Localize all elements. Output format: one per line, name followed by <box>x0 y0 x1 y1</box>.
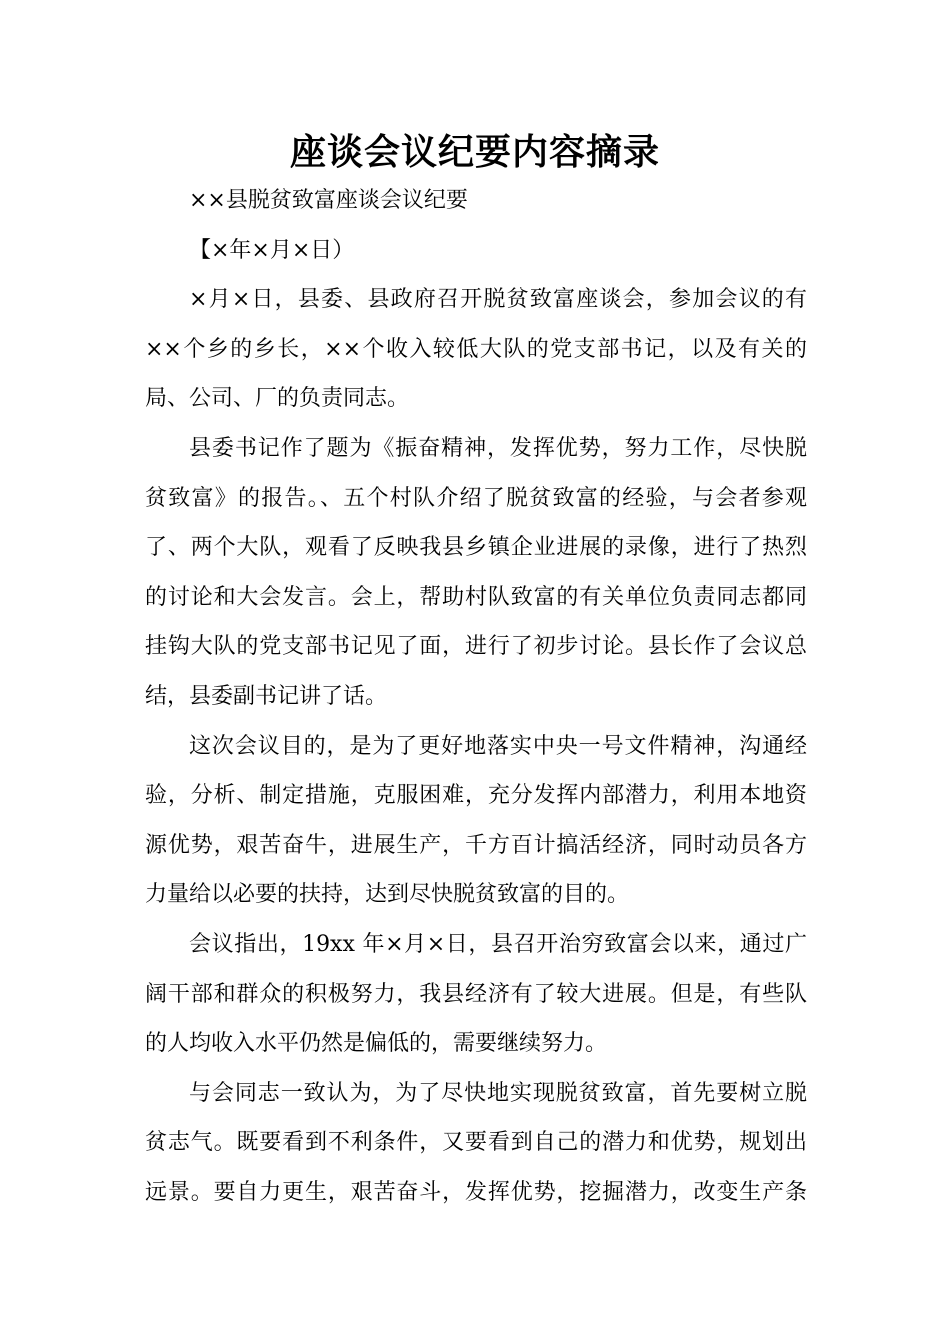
paragraph-line: ××个乡的乡长，××个收入较低大队的党支部书记，以及有关的 <box>145 336 807 362</box>
paragraph-line: 结，县委副书记讲了话。 <box>145 683 388 709</box>
paragraph-line: 局、公司、厂的负责同志。 <box>145 386 410 412</box>
document-date-line: 【×年×月×日） <box>189 237 355 263</box>
paragraph <box>145 1069 807 1218</box>
paragraph-line: 县委书记作了题为《振奋精神，发挥优势，努力工作，尽快脱 <box>189 435 807 461</box>
paragraph-line: 了、两个大队，观看了反映我县乡镇企业进展的录像，进行了热烈 <box>145 535 807 561</box>
paragraph <box>145 920 807 1069</box>
document-subtitle: ××县脱贫致富座谈会议纪要 <box>189 188 468 213</box>
paragraph-line: 远景。要自力更生，艰苦奋斗，发挥优势，挖掘潜力，改变生产条 <box>145 1179 807 1205</box>
paragraph-line: 这次会议目的，是为了更好地落实中央一号文件精神，沟通经 <box>189 733 807 759</box>
paragraph-line: 的讨论和大会发言。会上，帮助村队致富的有关单位负责同志都同 <box>145 584 807 610</box>
paragraph <box>145 722 807 920</box>
paragraph-line: 贫致富》的报告。、五个村队介绍了脱贫致富的经验，与会者参观 <box>145 485 807 511</box>
paragraph-line: 阔干部和群众的积极努力，我县经济有了较大进展。但是，有些队 <box>145 981 807 1007</box>
paragraph <box>145 424 807 722</box>
paragraph-line: 挂钩大队的党支部书记见了面，进行了初步讨论。县长作了会议总 <box>145 634 807 660</box>
paragraph-line: ×月×日，县委、县政府召开脱贫致富座谈会，参加会议的有 <box>189 287 807 313</box>
paragraph-line: 与会同志一致认为，为了尽快地实现脱贫致富，首先要树立脱 <box>189 1080 807 1106</box>
paragraph <box>145 275 807 424</box>
paragraph-line: 贫志气。既要看到不利条件，又要看到自己的潜力和优势，规划出 <box>145 1130 807 1156</box>
document-title: 座谈会议纪要内容摘录 <box>289 131 660 173</box>
paragraph-line: 会议指出，19xx 年×月×日，县召开治穷致富会以来，通过广 <box>189 931 807 957</box>
paragraph-line: 力量给以必要的扶持，达到尽快脱贫致富的目的。 <box>145 882 630 908</box>
document-body <box>145 176 807 1217</box>
paragraph-line: 的人均收入水平仍然是偏低的，需要继续努力。 <box>145 1031 608 1057</box>
paragraph-line: 验，分析、制定措施，克服困难，充分发挥内部潜力，利用本地资 <box>145 783 807 809</box>
paragraph-line: 源优势，艰苦奋牛，进展生产，千方百计搞活经济，同时动员各方 <box>145 832 807 858</box>
